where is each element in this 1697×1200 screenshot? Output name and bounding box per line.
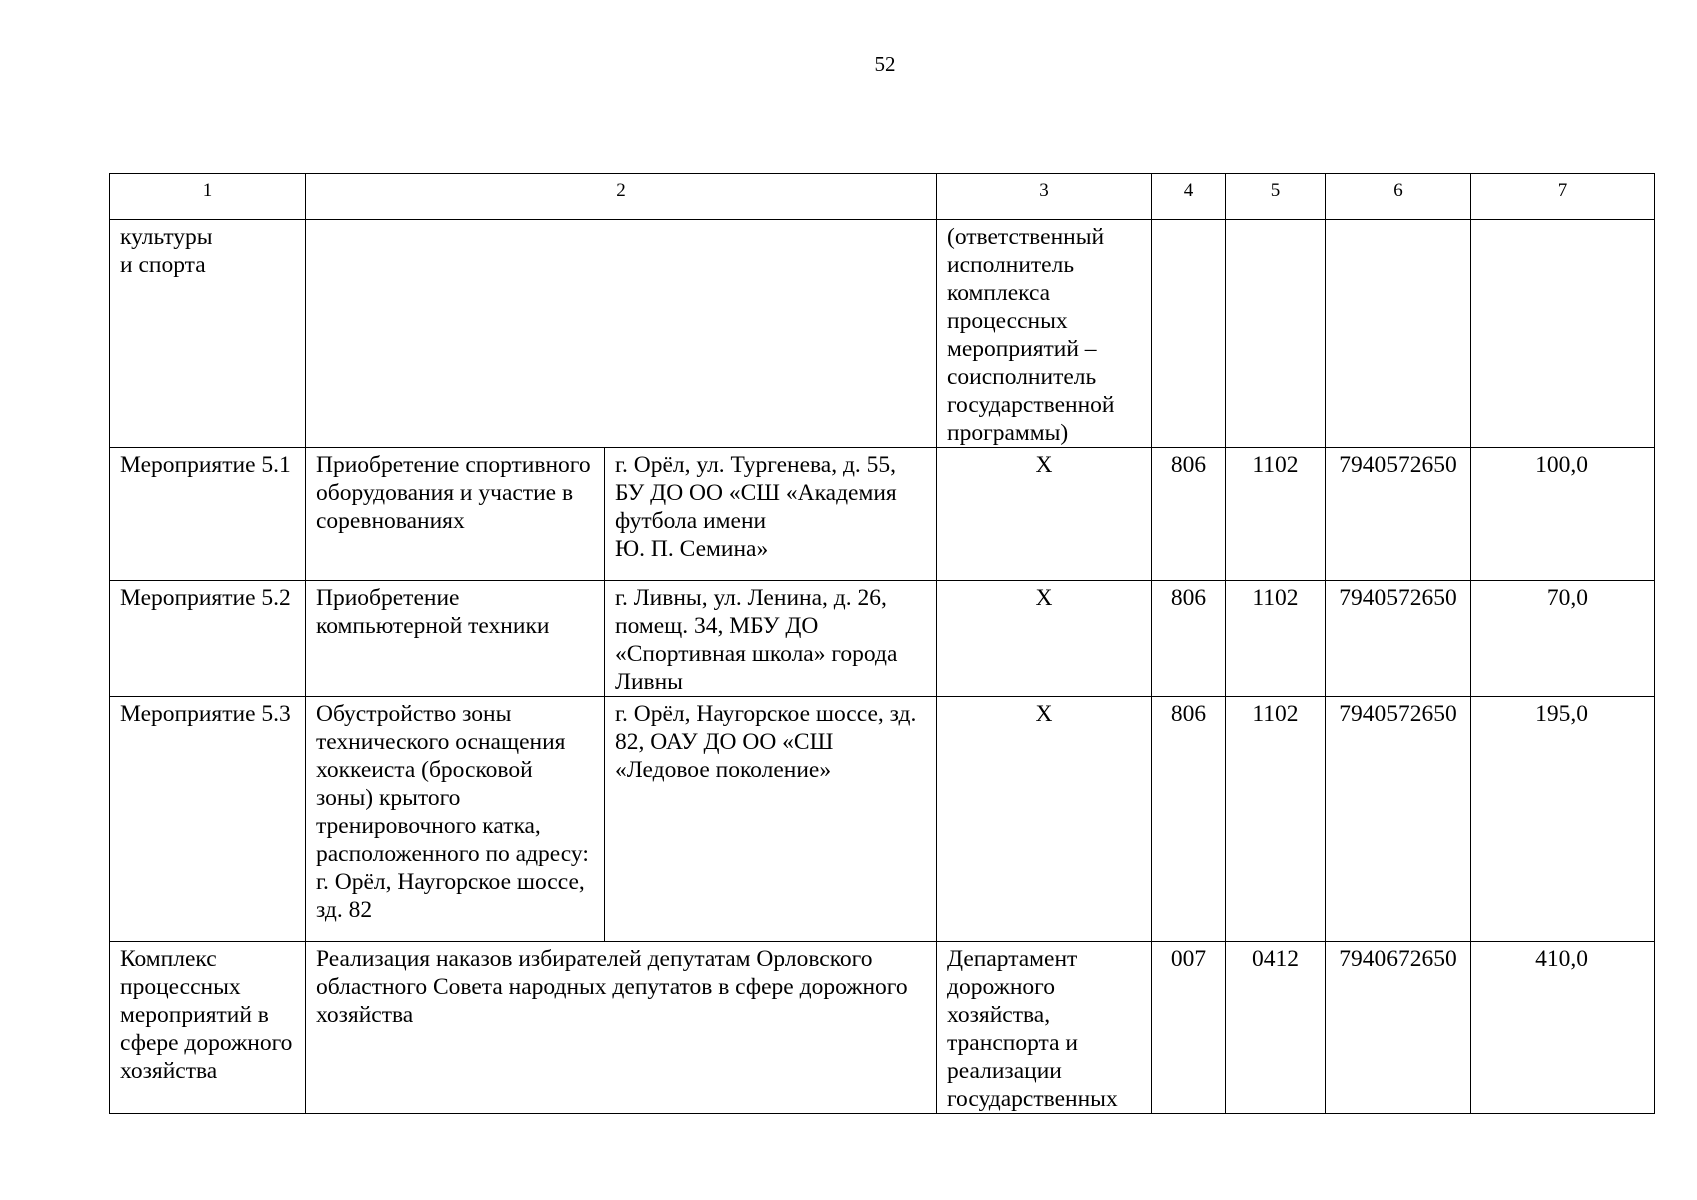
- cell-amount: 410,0: [1471, 942, 1655, 1114]
- cell-code: 806: [1152, 448, 1226, 581]
- cell-amount: 70,0: [1471, 581, 1655, 697]
- cell-code: 007: [1152, 942, 1226, 1114]
- header-cell: 7: [1471, 174, 1655, 220]
- header-cell: 4: [1152, 174, 1226, 220]
- cell-executor: Департамент дорожного хозяйства, транспорта и реализации государственных: [937, 942, 1152, 1114]
- cell-section: 1102: [1226, 581, 1326, 697]
- cell-executor: Х: [937, 697, 1152, 942]
- cell-description: Обустройство зоны технического оснащения хоккеиста (бросковой зоны) крытого тренировочного катка, расположенного по адресу: г. Орёл, Наугорское шоссе, зд. 82: [306, 697, 605, 942]
- cell-name: культуры и спорта: [110, 220, 306, 448]
- budget-table: [109, 173, 1655, 1114]
- table-row: [110, 448, 1655, 581]
- cell-amount: 100,0: [1471, 448, 1655, 581]
- cell-target: [1326, 220, 1471, 448]
- cell-address: г. Орёл, Наугорское шоссе, зд. 82, ОАУ ДО ОО «СШ «Ледовое поколение»: [605, 697, 937, 942]
- cell-executor: Х: [937, 581, 1152, 697]
- cell-amount: 195,0: [1471, 697, 1655, 942]
- cell-code: [1152, 220, 1226, 448]
- cell-executor: Х: [937, 448, 1152, 581]
- header-cell: 3: [937, 174, 1152, 220]
- cell-name: Комплекс процессных мероприятий в сфере дорожного хозяйства: [110, 942, 306, 1114]
- cell-section: 1102: [1226, 697, 1326, 942]
- cell-target: 7940572650: [1326, 581, 1471, 697]
- cell-code: 806: [1152, 697, 1226, 942]
- cell-amount: [1471, 220, 1655, 448]
- cell-description: Реализация наказов избирателей депутатам Орловского областного Совета народных депутатов в сфере дорожного хозяйства: [306, 942, 937, 1114]
- header-cell: 5: [1226, 174, 1326, 220]
- header-cell: 6: [1326, 174, 1471, 220]
- table-header-row: [110, 174, 1655, 220]
- table-row: [110, 581, 1655, 697]
- header-cell: 2: [306, 174, 937, 220]
- cell-target: 7940572650: [1326, 697, 1471, 942]
- cell-section: [1226, 220, 1326, 448]
- cell-description: Приобретение компьютерной техники: [306, 581, 605, 697]
- cell-section: 1102: [1226, 448, 1326, 581]
- cell-code: 806: [1152, 581, 1226, 697]
- cell-name: Мероприятие 5.3: [110, 697, 306, 942]
- cell-name: Мероприятие 5.2: [110, 581, 306, 697]
- header-cell: 1: [110, 174, 306, 220]
- cell-target: 7940572650: [1326, 448, 1471, 581]
- cell-executor: (ответственный исполнитель комплекса процессных мероприятий – соисполнитель государственной программы): [937, 220, 1152, 448]
- cell-description: Приобретение спортивного оборудования и участие в соревнованиях: [306, 448, 605, 581]
- cell-description: [306, 220, 937, 448]
- cell-name: Мероприятие 5.1: [110, 448, 306, 581]
- table-row: [110, 942, 1655, 1114]
- cell-target: 7940672650: [1326, 942, 1471, 1114]
- cell-section: 0412: [1226, 942, 1326, 1114]
- table-row: [110, 697, 1655, 942]
- table-row: [110, 220, 1655, 448]
- cell-address: г. Орёл, ул. Тургенева, д. 55, БУ ДО ОО «СШ «Академия футбола имени Ю. П. Семина»: [605, 448, 937, 581]
- page-number: 52: [874, 52, 896, 76]
- cell-address: г. Ливны, ул. Ленина, д. 26, помещ. 34, МБУ ДО «Спортивная школа» города Ливны: [605, 581, 937, 697]
